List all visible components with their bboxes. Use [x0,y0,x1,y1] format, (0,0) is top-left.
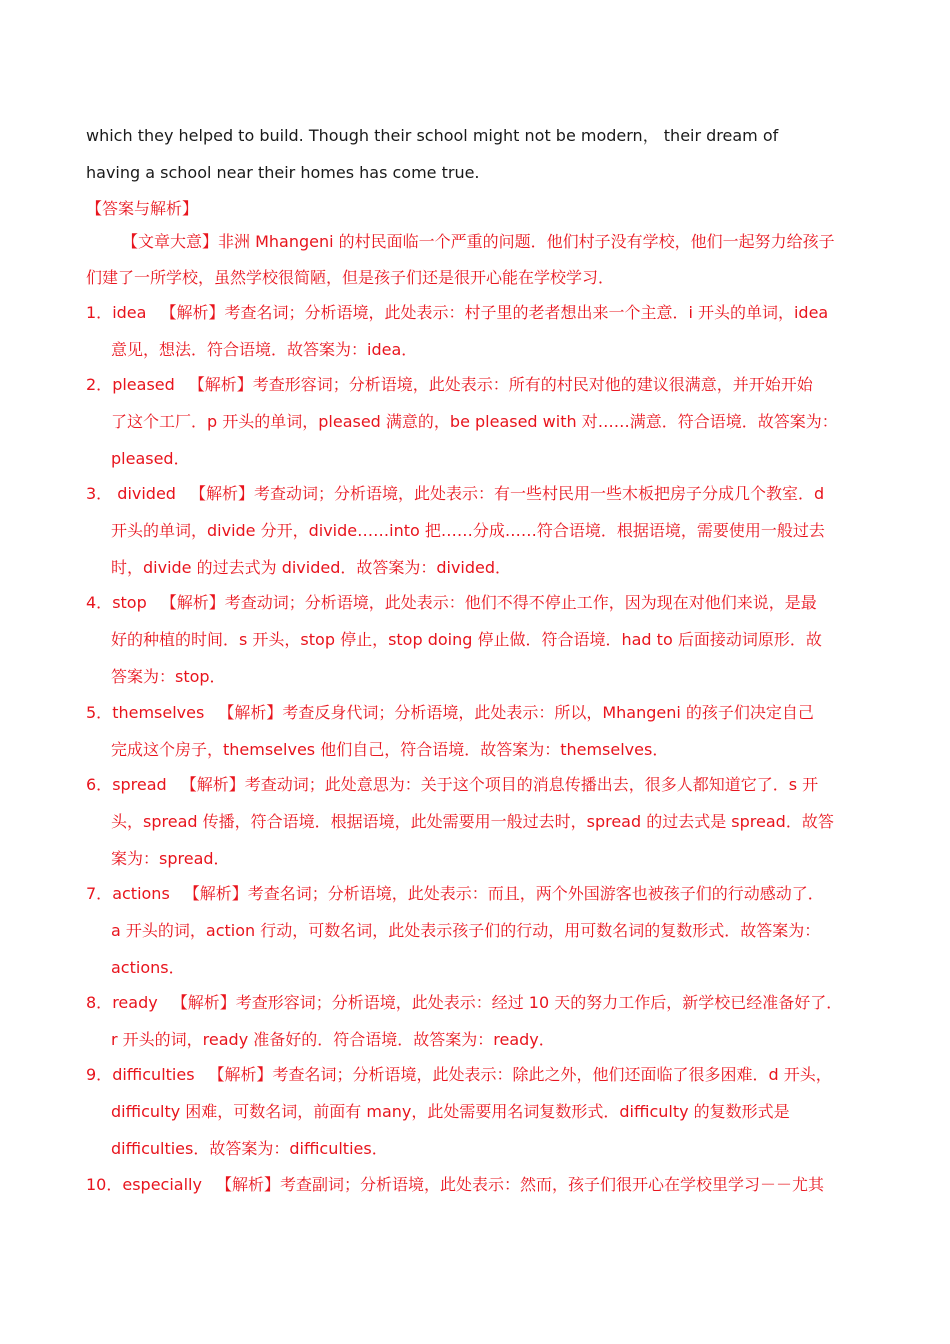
item-answer: divided [117,484,176,503]
item-number: 8． [86,993,113,1012]
item-answer: actions [112,884,170,903]
item-explanation: 【解析】考查名词；分析语境，此处表示：村子里的老者想出来一个主意．i 开头的单词，idea [160,303,829,322]
item-number: 4． [86,593,113,612]
item-continuation: difficulty 困难，可数名词，前面有 many，此处需要用名词复数形式．difficulty 的复数形式是 [111,1102,790,1121]
list-item-9 [86,1064,832,1086]
item-number: 1． [86,303,113,322]
item-answer: stop [112,593,147,612]
item-explanation: 【解析】考查动词；分析语境，此处表示：有一些村民用一些木板把房子分成几个教室．d [189,484,825,503]
list-item-10 [86,1174,824,1196]
item-continuation: pleased． [111,449,190,468]
item-answer: difficulties [112,1065,195,1084]
item-number: 6． [86,775,113,794]
item-continuation: 意见，想法．符合语境．故答案为：idea． [111,340,418,359]
item-number: 9． [86,1065,113,1084]
item-continuation: 案为：spread． [111,849,230,868]
item-continuation: 好的种植的时间．s 开头，stop 停止，stop doing 停止做．符合语境．had to 后面接动词原形．故 [111,630,822,649]
item-explanation: 【解析】考查动词；分析语境，此处表示：他们不得不停止工作，因为现在对他们来说，是最 [160,593,817,612]
item-continuation: 时，divide 的过去式为 divided．故答案为：divided． [111,558,512,577]
list-item-5 [86,702,814,724]
item-number: 5． [86,703,113,722]
item-answer: pleased [112,375,175,394]
item-number: 7． [86,884,113,903]
item-explanation: 【解析】考查形容词；分析语境，此处表示：经过 10 天的努力工作后，新学校已经准备好了． [171,993,843,1012]
item-explanation: 【解析】考查副词；分析语境，此处表示：然而，孩子们很开心在学校里学习－－尤其 [215,1175,824,1194]
item-explanation: 【解析】考查反身代词；分析语境，此处表示：所以，Mhangeni 的孩子们决定自己 [218,703,814,722]
list-item-3 [86,483,824,505]
list-item-6 [86,774,818,796]
answer-heading: 【答案与解析】 [86,199,199,218]
item-continuation: 头，spread 传播，符合语境．根据语境，此处需要用一般过去时，spread 的过去式是 spread．故答 [111,812,834,831]
item-answer: idea [112,303,147,322]
item-answer: themselves [112,703,205,722]
list-item-7 [86,883,824,905]
item-number: 2． [86,375,113,394]
list-item-2 [86,374,813,396]
item-continuation: a 开头的词，action 行动，可数名词，此处表示孩子们的行动，用可数名词的复数形式．故答案为： [111,921,821,940]
item-explanation: 【解析】考查名词；分析语境，此处表示：除此之外，他们还面临了很多困难．d 开头， [208,1065,832,1084]
item-answer: spread [112,775,167,794]
passage-tail-line-2: having a school near their homes has come true. [86,163,480,182]
list-item-8 [86,992,842,1014]
item-continuation: 答案为：stop． [111,667,226,686]
summary-line-1: 【文章大意】非洲 Mhangeni 的村民面临一个严重的问题．他们村子没有学校，他们一起努力给孩子 [122,232,835,251]
list-item-4 [86,592,817,614]
item-answer: ready [112,993,158,1012]
item-continuation: 了这个工厂．p 开头的单词，pleased 满意的，be pleased with 对……满意．符合语境．故答案为： [111,412,838,431]
item-explanation: 【解析】考查名词；分析语境，此处表示：而且，两个外国游客也被孩子们的行动感动了． [183,884,824,903]
item-continuation: 完成这个房子，themselves 他们自己，符合语境．故答案为：themselves． [111,740,669,759]
item-continuation: difficulties．故答案为：difficulties． [111,1139,388,1158]
item-explanation: 【解析】考查形容词；分析语境，此处表示：所有的村民对他的建议很满意，并开始开始 [188,375,813,394]
item-continuation: actions． [111,958,185,977]
list-item-1 [86,302,828,324]
item-continuation: r 开头的词，ready 准备好的．符合语境．故答案为：ready． [111,1030,555,1049]
item-explanation: 【解析】考查动词；此处意思为：关于这个项目的消息传播出去，很多人都知道它了．s 开 [180,775,819,794]
item-continuation: 开头的单词，divide 分开，divide……into 把……分成……符合语境．根据语境，需要使用一般过去 [111,521,825,540]
summary-line-2: 们建了一所学校，虽然学校很简陋，但是孩子们还是很开心能在学校学习． [86,268,615,287]
item-number: 10． [86,1175,123,1194]
item-number: 3． [86,484,113,503]
item-answer: especially [122,1175,202,1194]
passage-tail-line-1: which they helped to build. Though their school might not be modern， their dream of [86,126,779,145]
